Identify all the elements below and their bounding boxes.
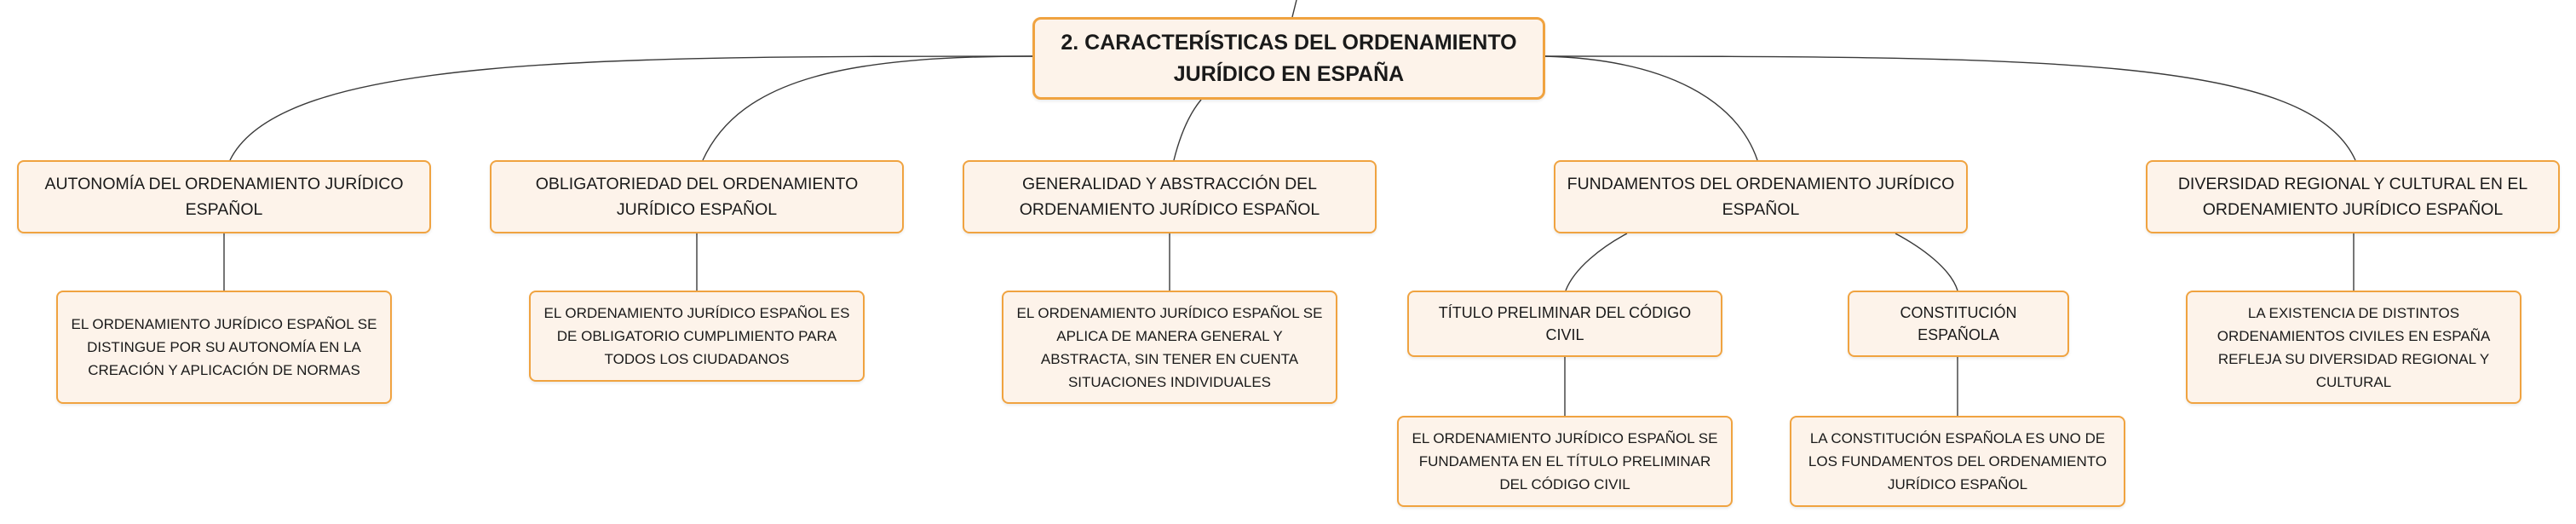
- branch-label: GENERALIDAD Y ABSTRACCIÓN DEL ORDENAMIENTO JURÍDICO ESPAÑOL: [1019, 175, 1320, 219]
- leaf-text: LA CONSTITUCIÓN ESPAÑOLA ES UNO DE LOS FUNDAMENTOS DEL ORDENAMIENTO JURÍDICO ESPAÑOL: [1808, 430, 2107, 492]
- connector-root-branch-5: [1545, 56, 2355, 160]
- connector-root-branch-2: [703, 56, 1032, 160]
- branch-node-fundamentos[interactable]: [1554, 160, 1968, 233]
- leaf-text: EL ORDENAMIENTO JURÍDICO ESPAÑOL SE APLICA DE MANERA GENERAL Y ABSTRACTA, SIN TENER EN CUENTA SITUACIONES INDIVIDUALES: [1016, 304, 1323, 390]
- branch-label: FUNDAMENTOS DEL ORDENAMIENTO JURÍDICO ESPAÑOL: [1567, 175, 1955, 219]
- sub-label: TÍTULO PRELIMINAR DEL CÓDIGO CIVIL: [1438, 304, 1692, 343]
- leaf-text: EL ORDENAMIENTO JURÍDICO ESPAÑOL SE DISTINGUE POR SU AUTONOMÍA EN LA CREACIÓN Y APLICACIÓN DE NORMAS: [71, 316, 377, 378]
- sub-node-constitucion[interactable]: [1848, 291, 2069, 357]
- branch-node-generalidad[interactable]: [963, 160, 1377, 233]
- leaf-node-titulo-preliminar[interactable]: [1397, 416, 1733, 507]
- leaf-text: LA EXISTENCIA DE DISTINTOS ORDENAMIENTOS CIVILES EN ESPAÑA REFLEJA SU DIVERSIDAD REGIONAL Y CULTURAL: [2217, 304, 2491, 390]
- branch-node-diversidad[interactable]: [2146, 160, 2560, 233]
- connector-branch-4-sub-2: [1895, 233, 1958, 291]
- leaf-node-diversidad[interactable]: [2186, 291, 2521, 404]
- branch-label: DIVERSIDAD REGIONAL Y CULTURAL EN EL ORDENAMIENTO JURÍDICO ESPAÑOL: [2177, 175, 2528, 219]
- connector-root-parent: [1292, 0, 1297, 17]
- connector-root-branch-3: [1174, 100, 1201, 160]
- leaf-node-autonomia[interactable]: [56, 291, 392, 404]
- root-node[interactable]: [1032, 17, 1545, 100]
- branch-node-autonomia[interactable]: [17, 160, 431, 233]
- sub-node-titulo-preliminar[interactable]: [1407, 291, 1722, 357]
- branch-label: AUTONOMÍA DEL ORDENAMIENTO JURÍDICO ESPAÑOL: [44, 175, 404, 219]
- root-title: 2. CARACTERÍSTICAS DEL ORDENAMIENTO JURÍDICO EN ESPAÑA: [1061, 30, 1517, 86]
- connector-branch-4-sub-1: [1566, 233, 1627, 291]
- connector-root-branch-1: [230, 56, 1032, 160]
- branch-node-obligatoriedad[interactable]: [490, 160, 904, 233]
- leaf-node-obligatoriedad[interactable]: [529, 291, 865, 382]
- leaf-text: EL ORDENAMIENTO JURÍDICO ESPAÑOL ES DE OBLIGATORIO CUMPLIMIENTO PARA TODOS LOS CIUDADANOS: [543, 305, 850, 367]
- leaf-text: EL ORDENAMIENTO JURÍDICO ESPAÑOL SE FUNDAMENTA EN EL TÍTULO PRELIMINAR DEL CÓDIGO CIVIL: [1412, 430, 1718, 492]
- leaf-node-constitucion[interactable]: [1790, 416, 2125, 507]
- sub-label: CONSTITUCIÓN ESPAÑOLA: [1900, 304, 2017, 343]
- branch-label: OBLIGATORIEDAD DEL ORDENAMIENTO JURÍDICO ESPAÑOL: [535, 175, 859, 219]
- leaf-node-generalidad[interactable]: [1002, 291, 1337, 404]
- connector-root-branch-4: [1545, 56, 1757, 160]
